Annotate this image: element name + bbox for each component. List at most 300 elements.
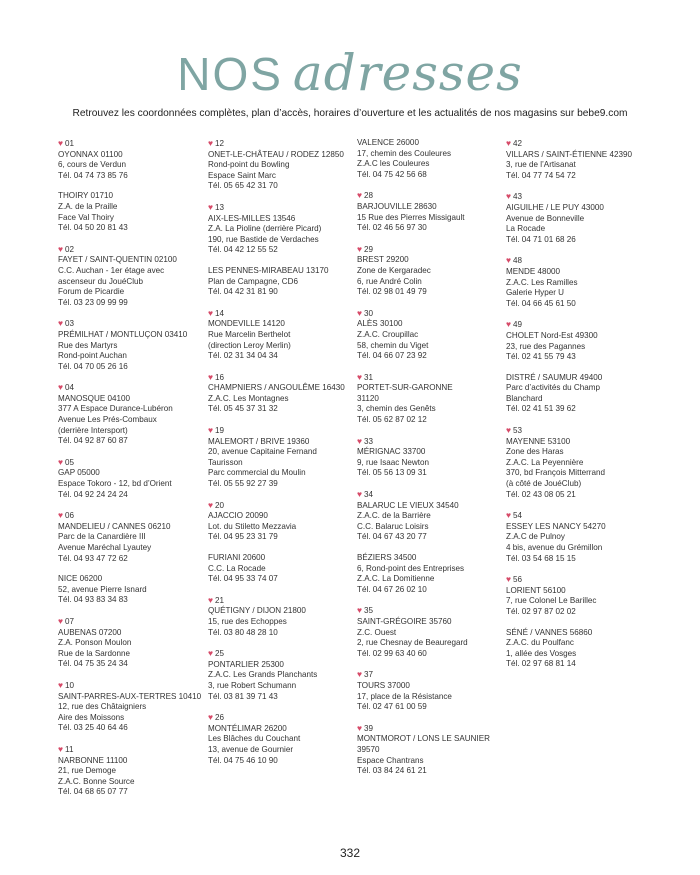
heart-icon: ♥ — [357, 190, 363, 201]
store-city: AUBENAS 07200 — [58, 627, 122, 637]
store-phone: Tél. 05 55 92 27 39 — [208, 479, 278, 489]
store-address-line: Espace Tokoro - 12, bd d’Orient — [58, 479, 172, 489]
store-city: PONTARLIER 25300 — [208, 659, 284, 669]
store-number — [357, 723, 505, 735]
store-entry — [58, 318, 206, 372]
store-address-line: Rue de la Sardonne — [58, 648, 130, 658]
store-phone: Tél. 04 75 46 10 90 — [208, 755, 278, 765]
store-phone: Tél. 04 50 20 81 43 — [58, 223, 128, 233]
store-phone: Tél. 04 66 45 61 50 — [506, 298, 576, 308]
store-entry — [208, 138, 356, 192]
heart-icon: ♥ — [357, 371, 363, 382]
department-number: 34 — [364, 490, 374, 500]
store-entry — [208, 553, 356, 585]
heart-icon: ♥ — [506, 138, 512, 148]
store-address-line: Avenue Les Prés-Combaux — [58, 415, 157, 425]
department-number: 13 — [215, 202, 225, 212]
store-city: SAINT-PARRES-AUX-TERTRES 10410 — [58, 691, 202, 701]
heart-icon: ♥ — [58, 510, 64, 521]
store-phone: Tél. 03 80 48 28 10 — [208, 627, 278, 637]
store-address-line: 3, rue de l’Artisanat — [506, 160, 576, 170]
store-entry — [208, 425, 356, 490]
department-number: 31 — [364, 372, 374, 382]
store-address-line: Blanchard — [506, 393, 543, 403]
store-address-line: 15 Rue des Pierres Missigault — [357, 212, 465, 222]
store-address-line: 21, rue Demoge — [58, 766, 117, 776]
store-number — [506, 510, 654, 522]
store-entry — [506, 191, 654, 245]
store-number — [357, 244, 505, 256]
store-address-line: Aire des Moissons — [58, 712, 125, 722]
store-city: AJACCIO 20090 — [208, 511, 268, 521]
heart-icon: ♥ — [506, 510, 512, 521]
store-number — [506, 425, 654, 437]
store-number — [208, 500, 356, 512]
department-number: 14 — [215, 308, 225, 318]
store-number — [357, 605, 505, 617]
store-entry — [208, 202, 356, 256]
store-city: MÉRIGNAC 33700 — [357, 447, 426, 457]
store-address-line: 377 A Espace Durance-Lubéron — [58, 404, 173, 414]
heart-icon: ♥ — [357, 605, 363, 616]
store-address-line: 9, rue Isaac Newton — [357, 457, 429, 467]
store-address-line: Espace Chantrans — [357, 755, 424, 765]
heart-icon: ♥ — [357, 722, 363, 733]
store-entry — [357, 138, 505, 180]
store-address-line: 52, avenue Pierre Isnard — [58, 584, 147, 594]
store-entry — [506, 574, 654, 617]
store-address-line: Espace Saint Marc — [208, 170, 276, 180]
store-entry — [58, 744, 206, 798]
store-city: MAYENNE 53100 — [506, 436, 571, 446]
department-number: 05 — [65, 457, 75, 467]
store-address-line: 20, avenue Capitaine Fernand — [208, 447, 317, 457]
heart-icon: ♥ — [357, 435, 363, 446]
store-phone: Tél. 03 54 68 15 15 — [506, 553, 576, 563]
department-number: 26 — [215, 713, 225, 723]
department-number: 54 — [513, 511, 523, 521]
heart-icon: ♥ — [58, 743, 64, 754]
store-number — [208, 202, 356, 214]
store-city: BREST 29200 — [357, 255, 409, 265]
address-column-1 — [58, 138, 206, 808]
department-number: 11 — [65, 744, 74, 754]
store-address-line: Zone de Kergaradec — [357, 265, 431, 275]
store-number — [506, 255, 654, 267]
store-entry — [58, 574, 206, 606]
store-number — [357, 669, 505, 681]
store-entry — [58, 191, 206, 233]
store-city: ESSEY LES NANCY 54270 — [506, 521, 606, 531]
heart-icon: ♥ — [208, 648, 214, 659]
heart-icon: ♥ — [58, 382, 64, 393]
store-city: ALÈS 30100 — [357, 319, 403, 329]
department-number: 33 — [364, 436, 374, 446]
store-address-line: ascenseur du JouéClub — [58, 276, 144, 286]
store-phone: Tél. 02 41 51 39 62 — [506, 404, 576, 414]
store-city: AIGUILHE / LE PUY 43000 — [506, 202, 604, 212]
store-number — [58, 382, 206, 394]
store-city: AIX-LES-MILLES 13546 — [208, 213, 296, 223]
store-number — [357, 489, 505, 501]
store-number — [506, 319, 654, 331]
store-address-line: 3, rue Robert Schumann — [208, 680, 297, 690]
store-city: VALENCE 26000 — [357, 138, 419, 147]
store-phone: Tél. 04 75 35 24 34 — [58, 659, 128, 669]
page-number: 332 — [339, 846, 361, 860]
store-address-line: Parc d’activités du Champ — [506, 383, 601, 393]
store-city: SAINT-GRÉGOIRE 35760 — [357, 616, 452, 626]
store-address-line: 6, rue André Colin — [357, 276, 422, 286]
store-address-line: 1, allée des Vosges — [506, 648, 577, 658]
heart-icon: ♥ — [58, 243, 64, 254]
store-address-line: Z.A. La Pioline (derrière Picard) — [208, 224, 322, 234]
store-entry — [357, 244, 505, 298]
store-city: FURIANI 20600 — [208, 553, 266, 562]
department-number: 03 — [65, 319, 75, 329]
store-phone: Tél. 03 84 24 61 21 — [357, 766, 427, 776]
store-phone: Tél. 05 62 87 02 12 — [357, 415, 427, 425]
store-entry — [357, 723, 505, 777]
store-number — [58, 318, 206, 330]
store-phone: Tél. 02 31 34 04 34 — [208, 351, 278, 361]
heart-icon: ♥ — [208, 201, 214, 212]
store-number — [357, 308, 505, 320]
store-address-line: Rond-point du Bowling — [208, 160, 290, 170]
store-entry — [208, 308, 356, 362]
department-number: 21 — [215, 595, 225, 605]
department-number: 07 — [65, 616, 75, 626]
store-address-line: Z.A.C. La Peyennière — [506, 457, 584, 467]
store-entry — [506, 628, 654, 670]
store-address-line: 2, rue Chesnay de Beauregard — [357, 638, 468, 648]
address-column-2 — [208, 138, 356, 776]
store-address-line: C.C. La Rocade — [208, 563, 266, 573]
store-entry — [58, 244, 206, 309]
store-entry — [58, 616, 206, 670]
department-number: 06 — [65, 511, 75, 521]
heart-icon: ♥ — [506, 319, 512, 330]
store-entry — [208, 500, 356, 543]
store-address-line: 58, chemin du Viget — [357, 340, 429, 350]
heart-icon: ♥ — [58, 318, 64, 329]
store-number — [208, 595, 356, 607]
store-phone: Tél. 04 93 47 72 62 — [58, 553, 128, 563]
store-number — [208, 648, 356, 660]
store-city: CHOLET Nord-Est 49300 — [506, 330, 598, 340]
store-phone: Tél. 04 92 87 60 87 — [58, 436, 128, 446]
store-phone: Tél. 03 81 39 71 43 — [208, 691, 278, 701]
store-address-line: Z.A.C. Les Grands Planchants — [208, 670, 318, 680]
heart-icon: ♥ — [357, 307, 363, 318]
store-address-line: Rue Marcelin Berthelot — [208, 329, 291, 339]
store-address-line: Plan de Campagne, CD6 — [208, 276, 298, 286]
store-address-line: Avenue de Bonneville — [506, 213, 585, 223]
store-entry — [208, 712, 356, 766]
store-address-line: (direction Leroy Merlin) — [208, 340, 291, 350]
store-address-line: 15, rue des Echoppes — [208, 616, 287, 626]
store-address-line: Z.A.C. Les Montagnes — [208, 393, 289, 403]
store-address-line: Parc commercial du Moulin — [208, 468, 306, 478]
store-address-line: C.C. Auchan - 1er étage avec — [58, 265, 165, 275]
heart-icon: ♥ — [208, 499, 214, 510]
store-address-line: Z.A.C. La Domitienne — [357, 574, 435, 584]
department-number: 10 — [65, 680, 75, 690]
department-number: 30 — [364, 308, 374, 318]
store-address-line: Z.A.C. Les Ramilles — [506, 277, 578, 287]
store-city: BÉZIERS 34500 — [357, 553, 417, 562]
store-entry — [208, 648, 356, 702]
store-phone: Tél. 02 97 87 02 02 — [506, 606, 576, 616]
store-address-line: (à côté de JouéClub) — [506, 479, 582, 489]
department-number: 28 — [364, 191, 374, 201]
heart-icon: ♥ — [58, 679, 64, 690]
department-number: 48 — [513, 256, 523, 266]
heart-icon: ♥ — [208, 138, 214, 148]
store-number — [208, 425, 356, 437]
heart-icon: ♥ — [506, 425, 512, 436]
store-phone: Tél. 02 97 68 81 14 — [506, 659, 576, 669]
store-phone: Tél. 03 25 40 64 46 — [58, 723, 128, 733]
store-city: ONET-LE-CHÂTEAU / RODEZ 12850 — [208, 149, 344, 159]
store-phone: Tél. 04 77 74 54 72 — [506, 170, 576, 180]
store-entry — [357, 190, 505, 233]
store-city: BALARUC LE VIEUX 34540 — [357, 500, 459, 510]
store-address-line: Z.C. Ouest — [357, 627, 397, 637]
store-address-line: 31120 — [357, 393, 379, 403]
store-city: LORIENT 56100 — [506, 585, 566, 595]
store-entry — [357, 489, 505, 543]
store-address-line: (derrière Intersport) — [58, 425, 128, 435]
store-city: TOURS 37000 — [357, 680, 410, 690]
heart-icon: ♥ — [58, 138, 64, 148]
store-address-line: 190, rue Bastide de Verdaches — [208, 234, 319, 244]
store-number — [208, 308, 356, 320]
store-number — [58, 510, 206, 522]
store-city: QUÉTIGNY / DIJON 21800 — [208, 606, 306, 616]
store-entry — [506, 510, 654, 564]
department-number: 35 — [364, 606, 374, 616]
store-number — [506, 138, 654, 150]
store-address-line: Z.A. Ponson Moulon — [58, 638, 132, 648]
department-number: 01 — [65, 139, 75, 148]
department-number: 16 — [215, 372, 225, 382]
store-address-line: Forum de Picardie — [58, 287, 125, 297]
store-phone: Tél. 02 99 63 40 60 — [357, 648, 427, 658]
store-entry — [208, 372, 356, 415]
store-number — [58, 744, 206, 756]
store-number — [208, 138, 356, 150]
store-address-line: Face Val Thoiry — [58, 212, 114, 222]
store-address-line: Z.A.C. Croupillac — [357, 329, 419, 339]
store-address-line: Taurisson — [208, 457, 243, 467]
store-address-line: Lot. du Stiletto Mezzavia — [208, 521, 297, 531]
store-phone: Tél. 04 42 31 81 90 — [208, 287, 278, 297]
department-number: 43 — [513, 192, 523, 202]
store-entry — [357, 605, 505, 659]
department-number: 37 — [364, 670, 374, 680]
store-entry — [357, 372, 505, 426]
store-entry — [357, 436, 505, 479]
store-phone: Tél. 04 75 42 56 68 — [357, 169, 427, 179]
store-phone: Tél. 02 47 61 00 59 — [357, 702, 427, 712]
store-city: PORTET-SUR-GARONNE — [357, 383, 453, 393]
heart-icon: ♥ — [58, 456, 64, 467]
store-city: CHAMPNIERS / ANGOULÊME 16430 — [208, 383, 345, 393]
title-script: adresses — [292, 44, 523, 102]
department-number: 49 — [513, 320, 523, 330]
store-address-line: C.C. Balaruc Loisirs — [357, 521, 429, 531]
store-phone: Tél. 04 66 07 23 92 — [357, 351, 427, 361]
store-entry — [208, 595, 356, 638]
heart-icon: ♥ — [506, 191, 512, 202]
heart-icon: ♥ — [208, 594, 214, 605]
store-number — [58, 457, 206, 469]
store-phone: Tél. 04 74 73 85 76 — [58, 170, 128, 180]
store-address-line: Zone des Haras — [506, 447, 564, 457]
store-phone: Tél. 02 43 08 05 21 — [506, 489, 576, 499]
store-city: OYONNAX 01100 — [58, 149, 123, 159]
store-entry — [506, 319, 654, 362]
heart-icon: ♥ — [357, 489, 363, 500]
heart-icon: ♥ — [208, 712, 214, 723]
store-entry — [58, 510, 206, 564]
address-column-4 — [506, 138, 654, 680]
store-city: MONTMOROT / LONS LE SAUNIER — [357, 734, 490, 744]
department-number: 19 — [215, 426, 225, 436]
store-phone: Tél. 04 68 65 07 77 — [58, 787, 128, 797]
store-number — [58, 138, 206, 150]
heart-icon: ♥ — [58, 615, 64, 626]
page-title — [0, 44, 700, 102]
store-entry — [208, 266, 356, 298]
store-entry — [506, 425, 654, 500]
store-phone: Tél. 04 71 01 68 26 — [506, 234, 576, 244]
store-address-line: Avenue Maréchal Lyautey — [58, 543, 152, 552]
store-phone: Tél. 04 67 43 20 77 — [357, 532, 427, 542]
store-number — [357, 190, 505, 202]
store-entry — [506, 138, 654, 181]
store-phone: Tél. 02 41 55 79 43 — [506, 352, 576, 362]
store-number — [357, 372, 505, 384]
store-phone: Tél. 04 42 12 55 52 — [208, 245, 278, 255]
heart-icon: ♥ — [208, 307, 214, 318]
store-city: SÉNÉ / VANNES 56860 — [506, 627, 593, 637]
store-entry — [357, 553, 505, 595]
store-address-line: Z.A.C. de la Barrière — [357, 511, 431, 521]
department-number: 25 — [215, 649, 225, 659]
store-address-line: 370, bd François Mitterrand — [506, 468, 605, 478]
store-phone: Tél. 05 56 13 09 31 — [357, 468, 427, 478]
subtitle: Retrouvez les coordonnées complètes, plan d’accès, horaires d’ouverture et les actualités de nos magasins sur bebe9.com — [72, 108, 628, 119]
store-number — [357, 436, 505, 448]
store-address-line: Z.A.C les Couleures — [357, 159, 430, 169]
store-address-line: La Rocade — [506, 224, 546, 234]
store-phone: Tél. 02 46 56 97 30 — [357, 223, 427, 233]
store-city: DISTRÉ / SAUMUR 49400 — [506, 372, 603, 382]
store-city: THOIRY 01710 — [58, 191, 114, 201]
store-phone: Tél. 04 67 26 02 10 — [357, 584, 427, 594]
store-address-line: Galerie Hyper U — [506, 288, 565, 298]
store-address-line: Rond-point Auchan — [58, 351, 127, 361]
store-number — [208, 712, 356, 724]
store-entry — [357, 669, 505, 712]
store-entry — [58, 138, 206, 181]
store-address-line: 13, avenue de Gournier — [208, 744, 294, 754]
store-address-line: Parc de la Canardière III — [58, 532, 146, 542]
store-city: PRÉMILHAT / MONTLUÇON 03410 — [58, 329, 188, 339]
store-entry — [58, 680, 206, 734]
store-phone: Tél. 04 93 83 34 83 — [58, 595, 128, 605]
store-address-line: Z.A.C. du Poulfanc — [506, 638, 574, 648]
store-phone: Tél. 04 70 05 26 16 — [58, 361, 128, 371]
store-city: MONTÉLIMAR 26200 — [208, 723, 287, 733]
store-entry — [58, 382, 206, 447]
store-number — [506, 191, 654, 203]
department-number: 20 — [215, 500, 225, 510]
department-number: 42 — [513, 139, 523, 148]
store-address-line: 4 bis, avenue du Grémillon — [506, 543, 603, 552]
address-column-3 — [357, 138, 505, 787]
store-phone: Tél. 05 65 42 31 70 — [208, 181, 278, 191]
store-city: BARJOUVILLE 28630 — [357, 201, 437, 211]
store-city: NARBONNE 11100 — [58, 755, 128, 765]
store-phone: Tél. 04 95 23 31 79 — [208, 532, 278, 542]
heart-icon: ♥ — [208, 371, 214, 382]
store-phone: Tél. 05 45 37 31 32 — [208, 404, 278, 414]
department-number: 39 — [364, 723, 374, 733]
store-address-line: Rue des Martyrs — [58, 340, 118, 350]
store-number — [506, 574, 654, 586]
department-number: 56 — [513, 575, 523, 585]
store-address-line: 3, chemin des Genêts — [357, 404, 436, 414]
store-city: VILLARS / SAINT-ÉTIENNE 42390 — [506, 149, 632, 159]
store-city: MENDE 48000 — [506, 266, 560, 276]
store-phone: Tél. 03 23 09 99 99 — [58, 297, 128, 307]
department-number: 12 — [215, 139, 225, 148]
store-city: MANOSQUE 04100 — [58, 393, 130, 403]
store-city: NICE 06200 — [58, 574, 103, 584]
store-address-line: 17, place de la Résistance — [357, 691, 452, 701]
store-address-line: 39570 — [357, 744, 380, 754]
store-city: GAP 05000 — [58, 468, 100, 478]
store-number — [58, 616, 206, 628]
store-phone: Tél. 02 98 01 49 79 — [357, 287, 427, 297]
store-city: MANDELIEU / CANNES 06210 — [58, 521, 171, 531]
store-phone: Tél. 04 95 33 74 07 — [208, 574, 278, 584]
heart-icon: ♥ — [506, 255, 512, 266]
title-caps: NOS — [177, 48, 283, 100]
heart-icon: ♥ — [208, 425, 214, 436]
store-phone: Tél. 04 92 24 24 24 — [58, 489, 128, 499]
heart-icon: ♥ — [357, 669, 363, 680]
store-address-line: Z.A. de la Praille — [58, 201, 118, 211]
store-number — [208, 372, 356, 384]
store-address-line: 23, rue des Pagannes — [506, 341, 586, 351]
department-number: 53 — [513, 426, 523, 436]
store-entry — [506, 373, 654, 415]
heart-icon: ♥ — [357, 243, 363, 254]
store-address-line: Les Blâches du Couchant — [208, 734, 301, 744]
store-address-line: Z.A.C de Pulnoy — [506, 532, 565, 542]
store-address-line: 7, rue Colonel Le Barillec — [506, 596, 597, 606]
store-address-line: 6, cours de Verdun — [58, 160, 126, 170]
heart-icon: ♥ — [506, 574, 512, 585]
store-entry — [506, 255, 654, 309]
store-address-line: 12, rue des Châtaigniers — [58, 702, 147, 712]
store-number — [58, 244, 206, 256]
store-entry — [357, 308, 505, 362]
